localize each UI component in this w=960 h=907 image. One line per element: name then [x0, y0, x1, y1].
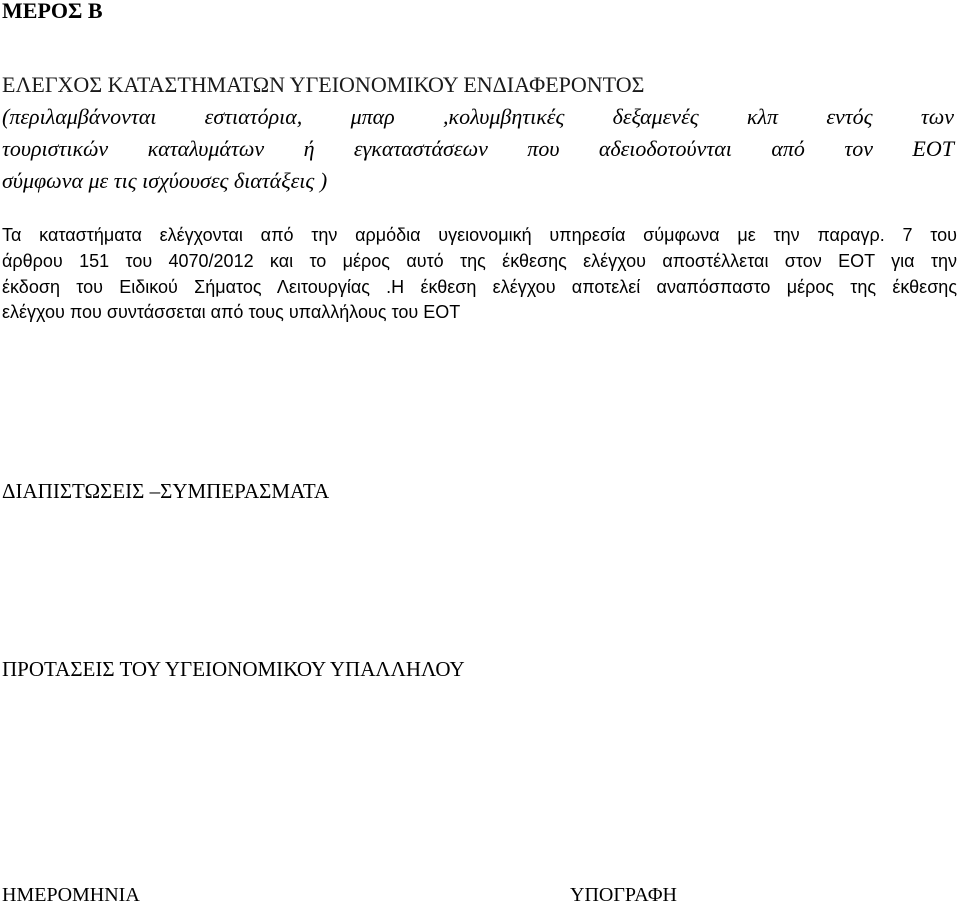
heading-title: ΕΛΕΓΧΟΣ ΚΑΤΑΣΤΗΜΑΤΩΝ ΥΓΕΙΟΝΟΜΙΚΟΥ ΕΝΔΙΑΦΕΡΟΝΤΟΣ: [2, 72, 645, 97]
body-line-3: έκδοση του Ειδικού Σήματος Λειτουργίας .Η έκθεση ελέγχου αποτελεί αναπόσπαστο μέρος της έκθεσης: [2, 277, 957, 297]
heading-subtitle-line-3: σύμφωνα με τις ισχύουσες διατάξεις ): [2, 168, 328, 193]
heading-subtitle-line-2: τουριστικών καταλυμάτων ή εγκαταστάσεων που αδειοδοτούνται από τον ΕΟΤ: [2, 136, 954, 161]
proposals-heading: ΠΡΟΤΑΣΕΙΣ ΤΟΥ ΥΓΕΙΟΝΟΜΙΚΟΥ ΥΠΑΛΛΗΛΟΥ: [2, 657, 465, 681]
part-title: ΜΕΡΟΣ Β: [2, 0, 103, 23]
date-label: ΗΜΕΡΟΜΗΝΙΑ: [2, 884, 140, 906]
body-line-4: ελέγχου που συντάσσεται από τους υπαλλήλους του ΕΟΤ: [2, 302, 461, 322]
body-line-2: άρθρου 151 του 4070/2012 και το μέρος αυτό της έκθεσης ελέγχου αποστέλλεται στον ΕΟΤ για την: [2, 251, 957, 271]
heading-subtitle-line-1: (περιλαμβάνονται εστιατόρια, μπαρ ,κολυμβητικές δεξαμενές κλπ εντός των: [2, 104, 954, 129]
body-line-1: Τα καταστήματα ελέγχονται από την αρμόδια υγειονομική υπηρεσία σύμφωνα με την παραγρ. 7 του: [2, 225, 957, 245]
signature-label: ΥΠΟΓΡΑΦΗ: [570, 884, 677, 906]
findings-heading: ΔΙΑΠΙΣΤΩΣΕΙΣ –ΣΥΜΠΕΡΑΣΜΑΤΑ: [2, 479, 330, 503]
